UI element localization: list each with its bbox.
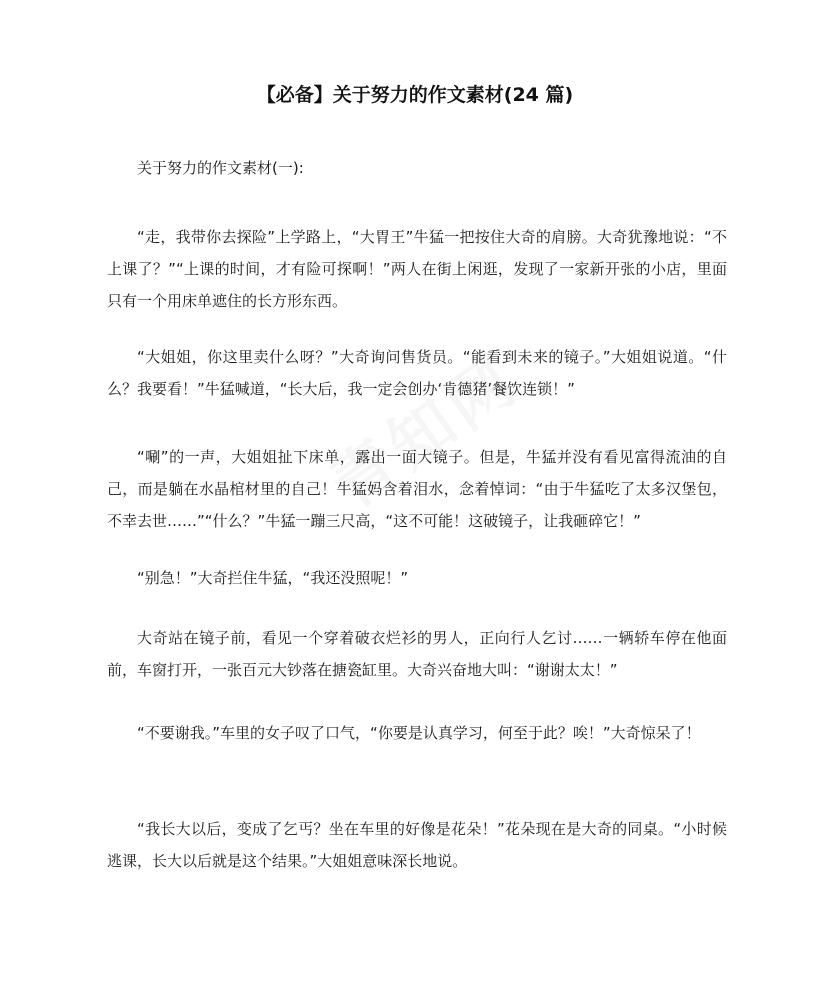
paragraph: “大姐姐，你这里卖什么呀？”大奇询问售货员。“能看到未来的镜子。”大姐姐说道。“什么？我要看！”牛猛喊道，“长大后，我一定会创办‘肯德猪’餐饮连锁！” [107, 348, 727, 398]
paragraph: “唰”的一声，大姐姐扯下床单，露出一面大镜子。但是，牛猛并没有看见富得流油的自己，而是躺在水晶棺材里的自己！牛猛妈含着泪水，念着悼词：“由于牛猛吃了太多汉堡包，不幸去世……”“什么？”牛猛一蹦三尺高，“这不可能！这破镜子，让我砸碎它！” [107, 448, 727, 530]
paragraph: 大奇站在镜子前，看见一个穿着破衣烂衫的男人，正向行人乞讨……一辆轿车停在他面前，车窗打开，一张百元大钞落在搪瓷缸里。大奇兴奋地大叫：“谢谢太太！” [107, 629, 727, 679]
paragraph: “不要谢我。”车里的女子叹了口气，“你要是认真学习，何至于此？唉！”大奇惊呆了！ [137, 724, 701, 742]
paragraph: “别急！”大奇拦住牛猛，“我还没照呢！” [137, 569, 409, 587]
section-subtitle: 关于努力的作文素材(一): [137, 159, 304, 177]
paragraph: “我长大以后，变成了乞丐？坐在车里的好像是花朵！”花朵现在是大奇的同桌。“小时候逃课，长大以后就是这个结果。”大姐姐意味深长地说。 [107, 820, 727, 870]
document-title: 【必备】关于努力的作文素材(24 篇) [256, 84, 574, 106]
paragraph: “走，我带你去探险”上学路上，“大胃王”牛猛一把按住大奇的肩膀。大奇犹豫地说：“不上课了？”“上课的时间，才有险可探啊！”两人在街上闲逛，发现了一家新开张的小店，里面只有一个用床单遮住的长方形东西。 [107, 228, 727, 310]
